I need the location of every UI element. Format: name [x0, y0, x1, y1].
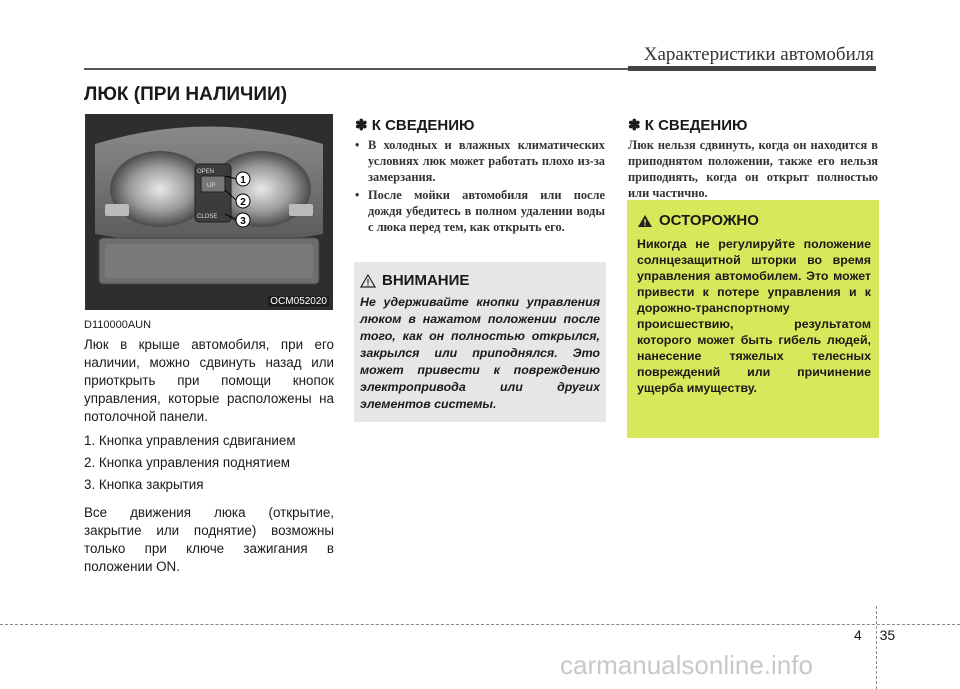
note-text: Люк нельзя сдвинуть, когда он находится в приподнятом положении, также его нельзя приподнять, когда он открыт полностью или частично. [628, 138, 878, 200]
asterisk-icon: ✽ [355, 117, 368, 134]
callout-1-label: 1 [240, 175, 246, 186]
asterisk-icon: ✽ [628, 117, 641, 134]
note-title [355, 116, 605, 134]
caution-header [360, 272, 469, 289]
bullet-icon: • [355, 138, 360, 152]
note-title [628, 116, 878, 134]
left-lamp-switch [105, 204, 129, 216]
list-item: 3. Кнопка закрытия [84, 477, 204, 492]
right-lamp-switch [289, 204, 313, 216]
warning-triangle-icon [637, 214, 653, 228]
header-title: Характеристики автомобиля [643, 44, 874, 65]
section-title: ЛЮК (ПРИ НАЛИЧИИ) [84, 84, 288, 105]
sunroof-control-photo [85, 114, 333, 310]
watermark: carmanualsonline.info [560, 650, 813, 680]
list-item: • После мойки автомобиля или после дождя убедитесь в полном удалении воды с люка перед тем, как открыть его. [355, 188, 605, 234]
bullet-icon: • [355, 188, 360, 202]
caution-text: Не удерживайте кнопки управления люком в нажатом положении после того, как он полностью открылся, закрылся или приподнялся. Это может привести к повреждению электропривода или других элементов системы. [360, 295, 600, 411]
warning-header [637, 212, 759, 229]
callout-2-label: 2 [240, 197, 246, 208]
header-rule-accent [628, 66, 876, 71]
close-button-label: CLOSE [197, 214, 218, 220]
list-item: • В холодных и влажных климатических условиях люк может работать плохо из-за замерзания. [355, 138, 605, 184]
caution-triangle-icon [360, 274, 376, 288]
footer-rule [0, 624, 960, 625]
list-item: 1. Кнопка управления сдвиганием [84, 433, 296, 448]
list-item: 2. Кнопка управления поднятием [84, 455, 290, 470]
callout-3-label: 3 [240, 216, 246, 227]
information-note-1 [355, 116, 605, 237]
footer-divider [876, 606, 877, 689]
caution-title: ВНИМАНИЕ [382, 272, 470, 289]
figure-code: OCM052020 [270, 296, 327, 307]
page-number [854, 627, 895, 643]
intro-paragraph: Люк в крыше автомобиля, при его наличии, можно сдвинуть назад или приоткрыть при помощи кнопок управления, которые расположены на потолочной панели. [84, 337, 334, 424]
overhead-console-illustration [85, 114, 333, 310]
note-title-text: К СВЕДЕНИЮ [644, 117, 748, 134]
up-button-label: UP [207, 183, 216, 189]
section-code: D110000AUN [84, 319, 152, 331]
outro-paragraph: Все движения люка (открытие, закрытие или поднятие) возможны только при ключе зажигания в положении ON. [84, 505, 334, 574]
page-number-value: 35 [879, 627, 896, 643]
chapter-number: 4 [854, 627, 862, 643]
warning-title: ОСТОРОЖНО [659, 212, 759, 229]
information-note-2 [628, 116, 878, 201]
caution-box [354, 262, 606, 422]
description-column [84, 316, 334, 582]
warning-text: Никогда не регулируйте положение солнцезащитной шторки во время управления автомобилем. Это может привести к потере управления и к дорожно-транспортному происшествию, результатом которого может быть гибель людей, нанесение тяжелых телесных повреждений или причинение ущерба имуществу. [637, 237, 871, 395]
note-title-text: К СВЕДЕНИЮ [371, 117, 475, 134]
warning-box [627, 200, 879, 438]
open-button-label: OPEN [197, 169, 215, 175]
